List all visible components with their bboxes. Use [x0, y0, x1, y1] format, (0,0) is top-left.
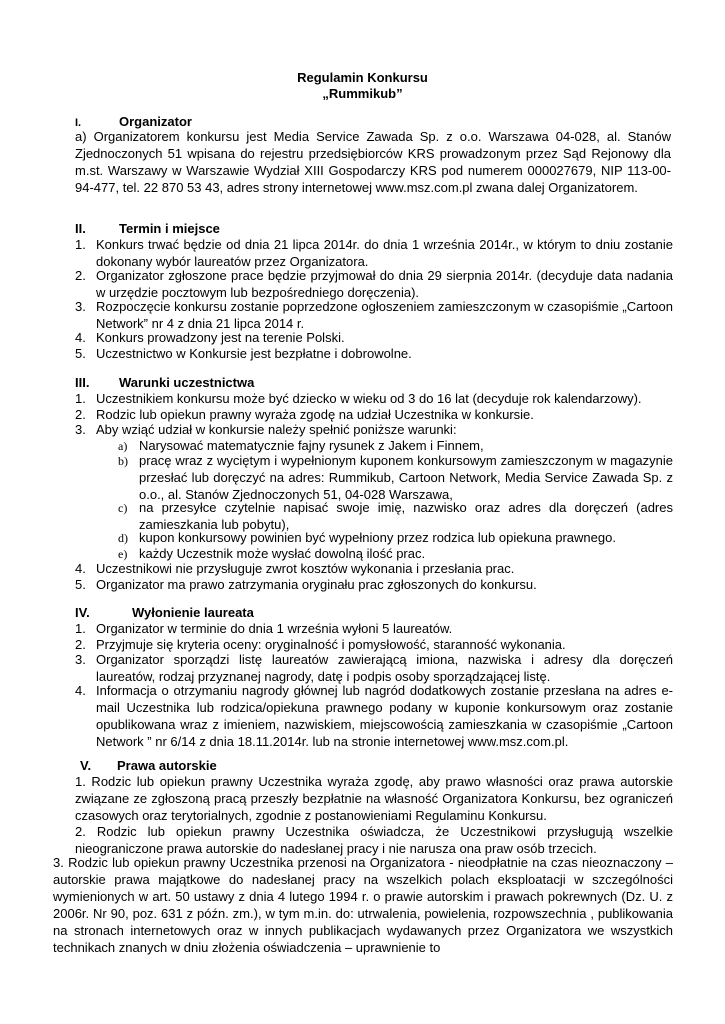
- list-item: 3. Organizator sporządzi listę laureatów zawierającą imiona, nazwiska i adresy dla doręczeń laureatów, rodzaj przyznanej nagrody, datę i podpis osoby sporządzającej listę.: [75, 652, 673, 684]
- list-item: 1. Konkurs trwać będzie od dnia 21 lipca 2014r. do dnia 1 września 2014r., w którym to dniu zostanie dokonany wybór laureatów przez Organizatora.: [75, 237, 673, 269]
- section-1-text: a) Organizatorem konkursu jest Media Service Zawada Sp. z o.o. Warszawa 04-028, al. Stanów Zjednoczonych 51 wpisana do rejestru przedsiębiorców KRS prowadzonym przez Sąd Rejonowy dla m.st. Warszawy w Warszawie Wydział XIII Gospodarczy KRS pod numerem 000027679, NIP 113-00-94-477, tel. 22 870 53 43, adres strony internetowej www.msz.com.pl zwana dalej Organizatorem.: [75, 129, 671, 195]
- section-number: I.: [75, 117, 82, 129]
- section-number: V.: [80, 758, 92, 773]
- list-item: 1. Uczestnikiem konkursu może być dziecko w wieku od 3 do 16 lat (decyduje rok kalendarzowy).: [75, 391, 642, 406]
- section-title: Organizator: [119, 114, 192, 129]
- section-number: IV.: [75, 605, 90, 620]
- list-item: 2. Przyjmuje się kryteria oceny: oryginalność i pomysłowość, staranność wykonania.: [75, 637, 566, 652]
- section-title: Prawa autorskie: [117, 758, 217, 773]
- section-title: Termin i miejsce: [119, 221, 220, 236]
- section-5-heading: [80, 758, 217, 774]
- section-number: III.: [75, 375, 90, 390]
- sub-list-item: e) każdy Uczestnik może wysłać dowolną ilość prac.: [118, 546, 426, 561]
- sub-list-item: b) pracę wraz z wyciętym i wypełnionym kuponem konkursowym zamieszczonym w magazynie przesłać lub doręczyć na adres: Rummikub, Cartoon Network, Media Service Zawada Sp. z o.o., al. Stanów Zjednoczonych 51, 04-028 Warszawa,: [118, 453, 673, 502]
- list-item: 5. Organizator ma prawo zatrzymania oryginału prac zgłoszonych do konkursu.: [75, 577, 537, 592]
- list-item: 4. Uczestnikowi nie przysługuje zwrot kosztów wykonania i przesłania prac.: [75, 561, 515, 576]
- sub-list-item: c) na przesyłce czytelnie napisać swoje imię, nazwisko oraz adres dla doręczeń (adres zamieszkania lub pobytu),: [118, 500, 673, 532]
- list-item: 3. Rozpoczęcie konkursu zostanie poprzedzone ogłoszeniem zamieszczonym w czasopiśmie „Cartoon Network” nr 4 z dnia 21 lipca 2014 r.: [75, 299, 673, 331]
- sub-list-item: d) kupon konkursowy powinien być wypełniony przez rodzica lub opiekuna prawnego.: [118, 530, 616, 545]
- list-item: 2. Organizator zgłoszone prace będzie przyjmował do dnia 29 sierpnia 2014r. (decyduje data nadania w urzędzie pocztowym lub bezpośredniego doręczenia).: [75, 268, 673, 300]
- list-item: 4. Informacja o otrzymaniu nagrody głównej lub nagród dodatkowych zostanie przesłana na adres e-mail Uczestnika lub rodzica/opiekuna prawnego podany w kuponie konkursowym oraz zostanie opublikowana wraz z imieniem, nazwiskiem, miejscowością zamieszkania w czasopiśmie „Cartoon Network ” nr 6/14 z dnia 18.11.2014r. lub na stronie internetowej www.msz.com.pl.: [75, 683, 673, 749]
- list-item: 3. Aby wziąć udział w konkursie należy spełnić poniższe warunki:: [75, 422, 457, 437]
- section-number: II.: [75, 221, 86, 236]
- document-subtitle: „Rummikub”: [322, 86, 403, 101]
- section-5-paragraph-3: 3. Rodzic lub opiekun prawny Uczestnika przenosi na Organizatora - nieodpłatnie na czas nieoznaczony – autorskie prawa majątkowe do nadesłanej pracy na wszelkich polach eksploatacji w szczególności wymienionych w art. 50 ustawy z dnia 4 lutego 1994 r. o prawie autorskim i prawach pokrewnych (Dz. U. z 2006r. Nr 90, poz. 631 z późn. zm.), w tym m.in. do: utrwalenia, powielenia, rozpowszechnia , publikowania na stronach internetowych oraz w innych publikacjach wydawanych przez Organizatora we wszystkich technikach znanych w dniu złożenia oświadczenia – uprawnienie to: [53, 855, 673, 955]
- section-5-paragraph-1: 1. Rodzic lub opiekun prawny Uczestnika wyraża zgodę, aby prawo własności oraz prawa autorskie związane ze zgłoszoną pracą przeszły bezpłatnie na własność Organizatora Konkursu, bez ograniczeń czasowych oraz terytorialnych, zgodnie z postanowieniami Regulaminu Konkursu.: [75, 774, 673, 823]
- list-item: 2. Rodzic lub opiekun prawny wyraża zgodę na udział Uczestnika w konkursie.: [75, 407, 534, 422]
- list-item: 4. Konkurs prowadzony jest na terenie Polski.: [75, 330, 345, 345]
- section-3-heading: [75, 375, 254, 391]
- section-title: Wyłonienie laureata: [132, 605, 254, 620]
- list-item: 5. Uczestnictwo w Konkursie jest bezpłatne i dobrowolne.: [75, 346, 412, 361]
- section-4-heading: [75, 605, 254, 621]
- section-title: Warunki uczestnictwa: [119, 375, 255, 390]
- sub-list-item: a) Narysować matematycznie fajny rysunek z Jakem i Finnem,: [118, 438, 484, 453]
- section-2-heading: [75, 221, 220, 237]
- list-item: 1. Organizator w terminie do dnia 1 września wyłoni 5 laureatów.: [75, 621, 453, 636]
- section-5-paragraph-2: 2. Rodzic lub opiekun prawny Uczestnika oświadcza, że Uczestnikowi przysługują wszelkie nieograniczone prawa autorskie do nadesłanej pracy i nie narusza ona praw osób trzecich.: [75, 824, 673, 856]
- document-title: Regulamin Konkursu: [297, 70, 428, 85]
